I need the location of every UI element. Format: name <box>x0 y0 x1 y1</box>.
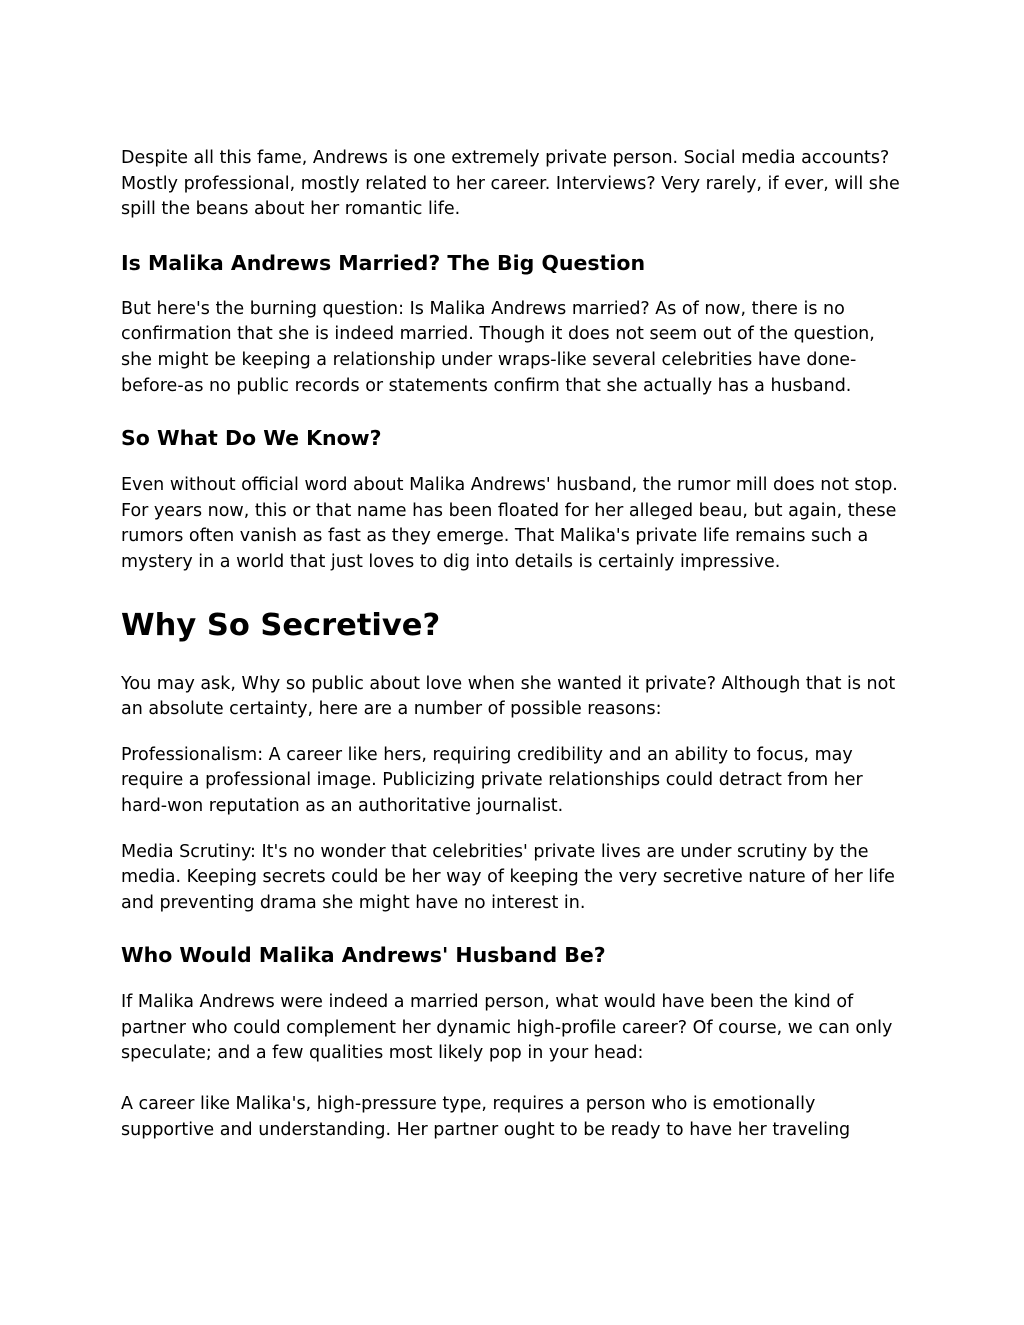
paragraph-husband-qualities: A career like Malika's, high-pressure type, requires a person who is emotionally supportive and understanding. Her partner ought to be ready to have her traveling <box>121 1094 851 1140</box>
paragraph-married: But here's the burning question: Is Malika Andrews married? As of now, there is no confirmation that she is indeed married. Though it does not seem out of the question, she might be keeping a relationship under wraps-like several celebrities have done-before-as no public records or statements confirm that she actually has a husband. <box>121 298 875 396</box>
paragraph-husband-speculation: If Malika Andrews were indeed a married person, what would have been the kind of partner who could complement her dynamic high-profile career? Of course, we can only speculate; and a few qualities most likely pop in your head: <box>121 992 893 1064</box>
heading-what-we-know: So What Do We Know? <box>121 426 382 451</box>
intro-paragraph: Despite all this fame, Andrews is one extremely private person. Social media accounts? Mostly professional, mostly related to her career. Interviews? Very rarely, if ever, will she spill the beans about her romantic life. <box>121 148 900 220</box>
heading-married: Is Malika Andrews Married? The Big Question <box>121 250 646 275</box>
heading-who-would-husband-be: Who Would Malika Andrews' Husband Be? <box>121 943 606 968</box>
paragraph-professionalism: Professionalism: A career like hers, requiring credibility and an ability to focus, may require a professional image. Publicizing private relationships could detract from her hard-won reputation as an authoritative journalist. <box>121 744 863 816</box>
document-page <box>121 146 911 1143</box>
paragraph-media-scrutiny: Media Scrutiny: It's no wonder that celebrities' private lives are under scrutiny by the media. Keeping secrets could be her way of keeping the very secretive nature of her life and preventing drama she might have no interest in. <box>121 841 895 913</box>
paragraph-what-we-know: Even without official word about Malika Andrews' husband, the rumor mill does not stop. For years now, this or that name has been floated for her alleged beau, but again, these rumors often vanish as fast as they emerge. That Malika's private life remains such a mystery in a world that just loves to dig into details is certainly impressive. <box>121 475 898 572</box>
heading-why-so-secretive: Why So Secretive? <box>121 607 441 643</box>
paragraph-secretive-intro: You may ask, Why so public about love when she wanted it private? Although that is not an absolute certainty, here are a number of possible reasons: <box>121 673 896 720</box>
